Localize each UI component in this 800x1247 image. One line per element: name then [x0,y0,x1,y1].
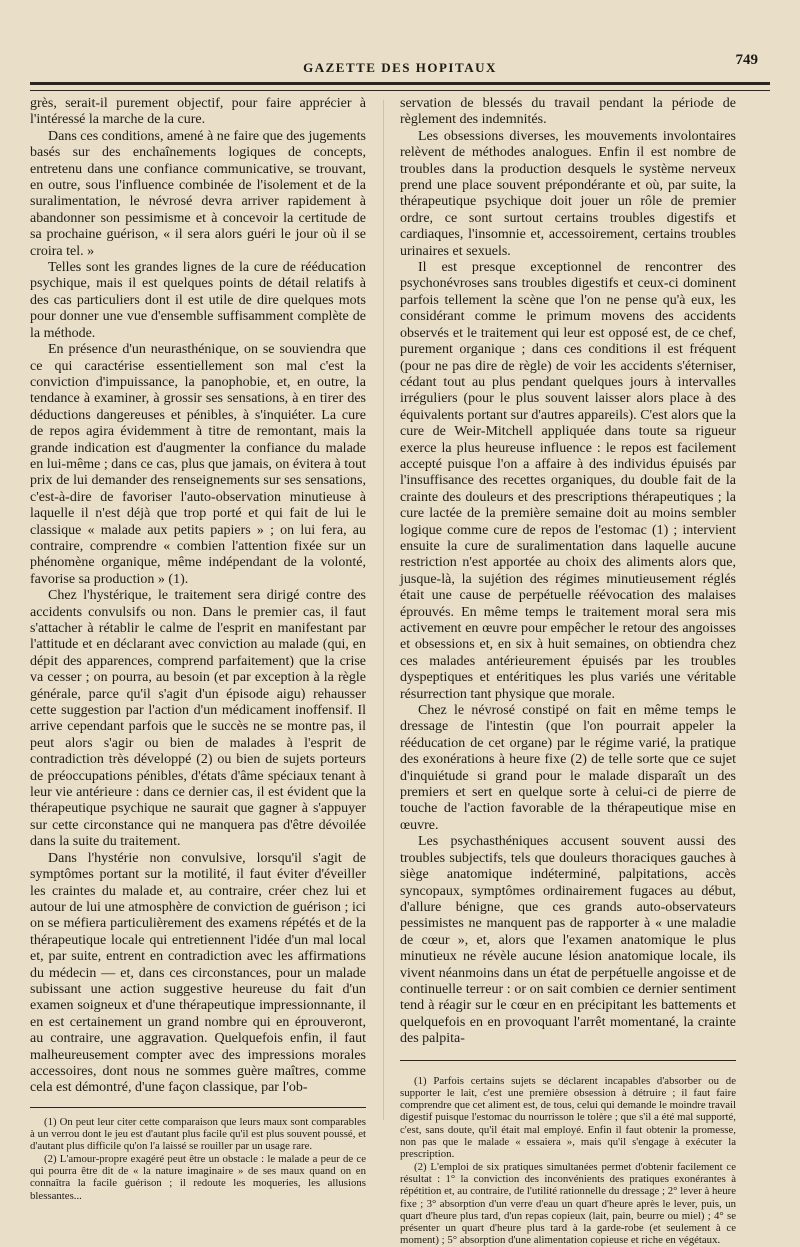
journal-title: GAZETTE DES HOPITAUX [303,60,497,75]
footnote: (1) Parfois certains sujets se déclarent incapables d'absorber ou de supporter le lait, c'est une première obsession à détruire ; il faut faire comprendre que cet aliment est, de tous, celui qui demande le moindre travail digestif puisque l'estomac du nourrisson le tolère ; que s'il a été mal supporté, c'est, sans doute, qu'il était mal employé. Enfin il faut obtenir la promesse, non pas que le malade « essaiera », mais qu'il s'engage à exécuter la prescription. [400,1074,736,1161]
right-column [400,96,736,1247]
right-paragraph: servation de blessés du travail pendant la période de règlement des indemnités. [400,96,736,128]
page-number: 749 [735,52,758,68]
footnote-rule [30,1107,366,1108]
left-paragraph: Dans l'hystérie non convulsive, lorsqu'il s'agit de symptômes portant sur la motilité, il faut éviter d'éveiller les craintes du malade et, au contraire, créer chez lui et autour de lui une atmosphère de conviction de guérison ; ici on se méfiera particulièrement des examens répétés et de la thérapeutique locale qui entretiennent l'idée d'un mal local et, par suite, entrent en contradiction avec les affirmations du médecin — et, dans ces circonstances, pour un malade subissant une action suggestive heureuse du fait d'un examen soigneux et d'une thérapeutique impressionnante, il en est certainement un grand nombre qui en éprouveront, au contraire, une aggravation. Quelquefois enfin, il faut malheureusement compter avec des impressions morales accessoires, dont nous ne sommes guère maîtres, comme cela est démontré, d'une façon classique, par l'ob- [30,850,366,1096]
footnote: (2) L'emploi de six pratiques simultanées permet d'obtenir facilement ce résultat : 1° la conviction des inconvénients des pratiques exonérantes à répétition et, au contraire, de l'utilité rationnelle du dressage ; 2° lever à heure fixe ; 3° absorption d'un verre d'eau un quart d'heure après le lever, puis, un quart d'heure plus tard, d'un repas copieux (lait, pain, beurre ou miel) ; 4° se présenter un quart d'heure plus tard à la garde-robe (et seulement à ce moment) ; 5° absorption d'une alimentation copieuse et riche en végétaux. [400,1160,736,1247]
header-rule-thin [30,90,770,91]
left-column [30,96,366,1202]
right-footnotes [400,1075,736,1247]
footnote: (1) On peut leur citer cette comparaison que leurs maux sont comparables à un verrou dont le jeu est d'autant plus facile qu'il est plus souvent poussé, et d'autant plus difficile qu'on l'a laissé se rouiller par un usage rare. [30,1115,366,1153]
right-paragraph: Il est presque exceptionnel de rencontrer des psychonévroses sans troubles digestifs et ceux-ci dominent parfois tellement la scène que l'on ne pense qu'à eux, les considérant comme le primum movens des accidents observés et le traitement qui leur est opposé est, de ce chef, purement organique ; dans ces conditions il est fréquent (pour ne pas dire de règle) de voir les accidents s'éterniser, cédant tout au plus pendant quelques jours à intervalles irréguliers (pour le plus souvent laisser alors place à des équivalents portant sur d'autres appareils). C'est alors que la cure de Weir-Mitchell appliquée dans toute sa rigueur exerce la plus heureuse influence : le repos est facilement accepté puisque l'on a affaire à des individus épuisés par l'insuffisance des recettes organiques, du double fait de la crainte des douleurs et des prescriptions thérapeutiques ; la cure lactée de la première semaine doit au moins sembler logique comme cure de repos de l'estomac (1) ; intervient ensuite la cure de suralimentation dans laquelle aucune restriction n'est apportée au choix des aliments alors que, jusque-là, la sujétion des régimes minutieusement réglés était une cause de perpétuelle réévocation des malaises éprouvés. En même temps le traitement moral sera mis activement en œuvre pour empêcher le retour des angoisses et obsessions et, en six à huit semaines, on obtiendra chez ces malades antérieurement épuisés par les troubles dyspeptiques et entéritiques les plus variés une véritable résurrection tant physique que morale. [400,260,736,702]
right-paragraph: Les psychasthéniques accusent souvent aussi des troubles subjectifs, tels que douleurs thoraciques gauches à siège anatomique indéterminé, palpitations, accès syncopaux, symptômes ordinairement fugaces au début, d'allure bénigne, que ces grands auto-observateurs pessimistes ne manquent pas de rapporter à « une maladie de cœur », et, alors que l'examen anatomique le plus minutieux ne révèle aucune lésion anatomique locale, ils vivent néanmoins dans un état de perpétuelle angoisse et de continuelle terreur : or on sait combien ce dernier sentiment tend à réagir sur le cœur en en précipitant les battements et quelquefois en en provoquant l'arrêt momentané, la crainte des palpita- [400,834,736,1047]
left-paragraph: grès, serait-il purement objectif, pour faire apprécier à l'intéressé la marche de la cure. [30,96,366,128]
footnote: (2) L'amour-propre exagéré peut être un obstacle : le malade a peur de ce qui pourra être dit de « la nature imaginaire » de ses maux quand on en connaîtra la facile guérison ; il redoute les moqueries, les allusions blessantes... [30,1152,366,1202]
footnote-rule [400,1060,736,1061]
left-footnotes [30,1116,366,1202]
left-paragraph: Telles sont les grandes lignes de la cure de rééducation psychique, mais il est quelques points de détail relatifs à des cas particuliers dont il est utile de dire quelques mots pour donner une vue d'ensemble suffisamment complète de la méthode. [30,260,366,341]
left-paragraph: Chez l'hystérique, le traitement sera dirigé contre des accidents convulsifs ou non. Dans le premier cas, il faut s'attacher à rétablir le calme de l'esprit en manifestant par l'attitude et en déclarant avec conviction au malade (qui, en dépit des apparences, comprend parfaitement) que la crise va cesser ; on pourra, au besoin (et par exception à la règle générale, parce qu'il s'agit d'un épisode aigu) rehausser cette suggestion par l'action d'un médicament inoffensif. Il arrive cependant parfois que le succès ne se montre pas, il peut alors s'agir ou bien de malades à l'esprit de contradiction très développé (2) ou bien de sujets porteurs de préoccupations pénibles, d'états d'âme spéciaux tenant à leur vie antérieure : dans ce dernier cas, il est évident que la thérapeutique psychique ne saurait que gagner à s'appuyer sur cette circonstance qui ne manquera pas d'être dévoilée dans la suite du traitement. [30,588,366,850]
right-paragraph: Les obsessions diverses, les mouvements involontaires relèvent de méthodes analogues. Enfin il est nombre de troubles dans la production desquels le système nerveux prend une place souvent prépondérante et où, par suite, la thérapeutique psychique doit jouer un rôle de premier ordre, ce sont surtout certains troubles digestifs et cardiaques, l'insomnie et, accessoirement, certains troubles urinaires et sexuels. [400,128,736,259]
right-paragraph: Chez le névrosé constipé on fait en même temps le dressage de l'intestin (que l'on pourrait appeler la rééducation de cet organe) par le régime varié, la pratique des exonérations à heure fixe (2) de telle sorte que ce sujet d'inquiétude si grand pour le malade disparaît un des premiers et sert en quelque sorte à celui-ci de pierre de touche de l'action favorable de la thérapeutique mise en œuvre. [400,703,736,833]
header-rule-thick [30,82,770,85]
left-paragraph: Dans ces conditions, amené à ne faire que des jugements basés sur des enchaînements logiques de concepts, entretenu dans une confiance communicative, se trouvant, en outre, sous l'influence combinée de l'isolement et de la suralimentation, le névrosé devra arriver rapidement à abandonner son pessimisme et à concevoir la certitude de sa prochaine guérison, « il sera alors guéri le jour où il se croira tel. » [30,128,367,259]
left-paragraph: En présence d'un neurasthénique, on se souviendra que ce qui caractérise essentiellement son mal c'est la conviction d'impuissance, la panophobie, et, en outre, la tendance à examiner, à grossir ses sensations, à en tirer des déductions dangereuses et pénibles, à s'inquiéter. La cure de repos agira évidemment à titre de remontant, mais la grande indication est d'augmenter la confiance du malade en lui-même ; dans ce cas, plus que jamais, on évitera à tout prix de lui demander des renseignements sur ses sensations, c'est-à-dire de favoriser l'auto-observation minutieuse à laquelle il n'est déjà que trop porté et qui fait de lui le classique « malade aux petits papiers » ; on lui fera, au contraire, comprendre « combien l'attention fixée sur un phénomène organique, même indépendant de la volonté, favorise sa production » (1). [30,342,366,587]
column-divider [383,100,384,1120]
